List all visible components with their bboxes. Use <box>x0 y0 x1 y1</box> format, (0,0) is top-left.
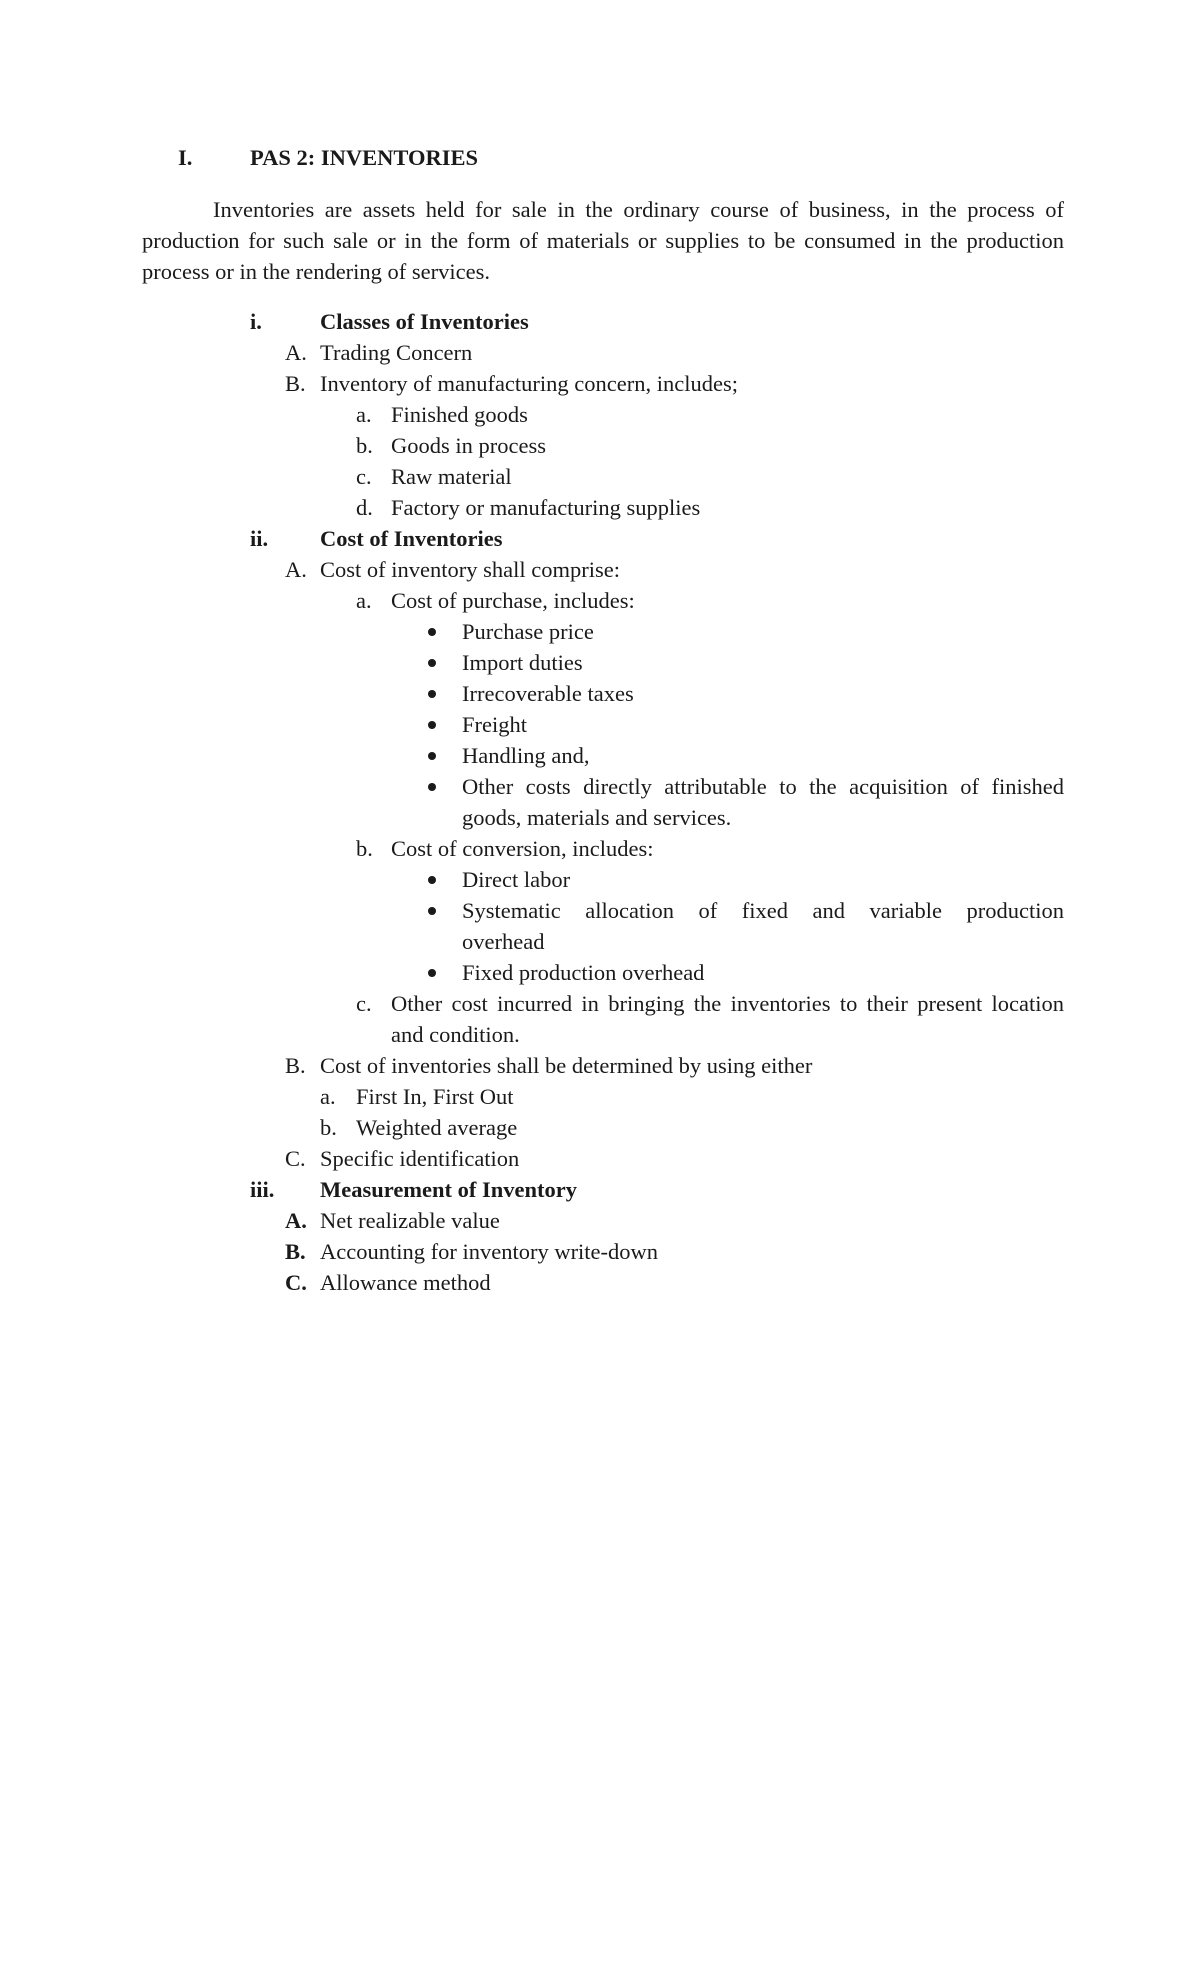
conversion-bullet-text: Direct labor <box>462 867 571 892</box>
bullet-icon <box>428 690 436 698</box>
cost-B-item-marker: b. <box>320 1115 337 1140</box>
cost-B-item-text: First In, First Out <box>356 1084 514 1109</box>
cost-purchase-text: Cost of purchase, includes: <box>391 588 635 613</box>
classes-B-item-text: Goods in process <box>391 433 546 458</box>
bullet-icon <box>428 628 436 636</box>
measurement-heading: Measurement of Inventory <box>320 1177 578 1202</box>
classes-B-text: Inventory of manufacturing concern, includes; <box>320 371 738 396</box>
cost-C-marker: C. <box>285 1146 306 1171</box>
intro-line-3: process or in the rendering of services. <box>142 259 491 284</box>
purchase-bullet-text: Purchase price <box>462 619 594 644</box>
cost-B-marker: B. <box>285 1053 306 1078</box>
bullet-icon <box>428 783 436 791</box>
purchase-bullet-text: Freight <box>462 712 527 737</box>
bullet-icon <box>428 752 436 760</box>
measurement-numeral: iii. <box>250 1177 275 1202</box>
cost-A-text: Cost of inventory shall comprise: <box>320 557 620 582</box>
purchase-bullet-text-continued: goods, materials and services. <box>462 805 732 830</box>
bullet-icon <box>428 659 436 667</box>
bullet-icon <box>428 969 436 977</box>
cost-other-marker: c. <box>356 991 372 1016</box>
purchase-bullet-text: Import duties <box>462 650 583 675</box>
section-title: PAS 2: INVENTORIES <box>250 145 478 170</box>
classes-B-item-marker: d. <box>356 495 373 520</box>
measurement-item-marker: A. <box>285 1208 307 1233</box>
bullet-icon <box>428 876 436 884</box>
classes-B-item-text: Raw material <box>391 464 512 489</box>
cost-C-text: Specific identification <box>320 1146 520 1171</box>
purchase-bullet-text: Other costs directly attributable to the acquisition of finished <box>462 774 1064 799</box>
conversion-bullet-text-continued: overhead <box>462 929 545 954</box>
cost-B-item-marker: a. <box>320 1084 336 1109</box>
classes-B-item-text: Factory or manufacturing supplies <box>391 495 701 520</box>
purchase-bullet-text: Handling and, <box>462 743 590 768</box>
cost-conversion-text: Cost of conversion, includes: <box>391 836 654 861</box>
cost-purchase-marker: a. <box>356 588 372 613</box>
classes-B-item-marker: a. <box>356 402 372 427</box>
bullet-icon <box>428 907 436 915</box>
cost-conversion-marker: b. <box>356 836 373 861</box>
intro-line-1: Inventories are assets held for sale in the ordinary course of business, in the process of <box>213 197 1064 222</box>
conversion-bullet-text: Fixed production overhead <box>462 960 705 985</box>
conversion-bullet-text: Systematic allocation of fixed and variable production <box>462 898 1064 923</box>
classes-heading: Classes of Inventories <box>320 309 529 334</box>
classes-A-text: Trading Concern <box>320 340 473 365</box>
cost-A-marker: A. <box>285 557 307 582</box>
measurement-item-marker: B. <box>285 1239 306 1264</box>
section-numeral: I. <box>178 145 193 170</box>
cost-heading: Cost of Inventories <box>320 526 503 551</box>
measurement-item-marker: C. <box>285 1270 307 1295</box>
cost-B-text: Cost of inventories shall be determined by using either <box>320 1053 813 1078</box>
bullet-icon <box>428 721 436 729</box>
classes-numeral: i. <box>250 309 262 334</box>
classes-B-item-text: Finished goods <box>391 402 528 427</box>
cost-B-item-text: Weighted average <box>356 1115 518 1140</box>
intro-line-2: production for such sale or in the form of materials or supplies to be consumed in the production <box>142 228 1064 253</box>
classes-B-item-marker: b. <box>356 433 373 458</box>
cost-other-text: Other cost incurred in bringing the inventories to their present location <box>391 991 1064 1016</box>
measurement-item-text: Accounting for inventory write-down <box>320 1239 659 1264</box>
cost-other-text-continued: and condition. <box>391 1022 520 1047</box>
measurement-item-text: Allowance method <box>320 1270 491 1295</box>
classes-A-marker: A. <box>285 340 307 365</box>
classes-B-item-marker: c. <box>356 464 372 489</box>
cost-numeral: ii. <box>250 526 269 551</box>
purchase-bullet-text: Irrecoverable taxes <box>462 681 634 706</box>
classes-B-marker: B. <box>285 371 306 396</box>
measurement-item-text: Net realizable value <box>320 1208 500 1233</box>
